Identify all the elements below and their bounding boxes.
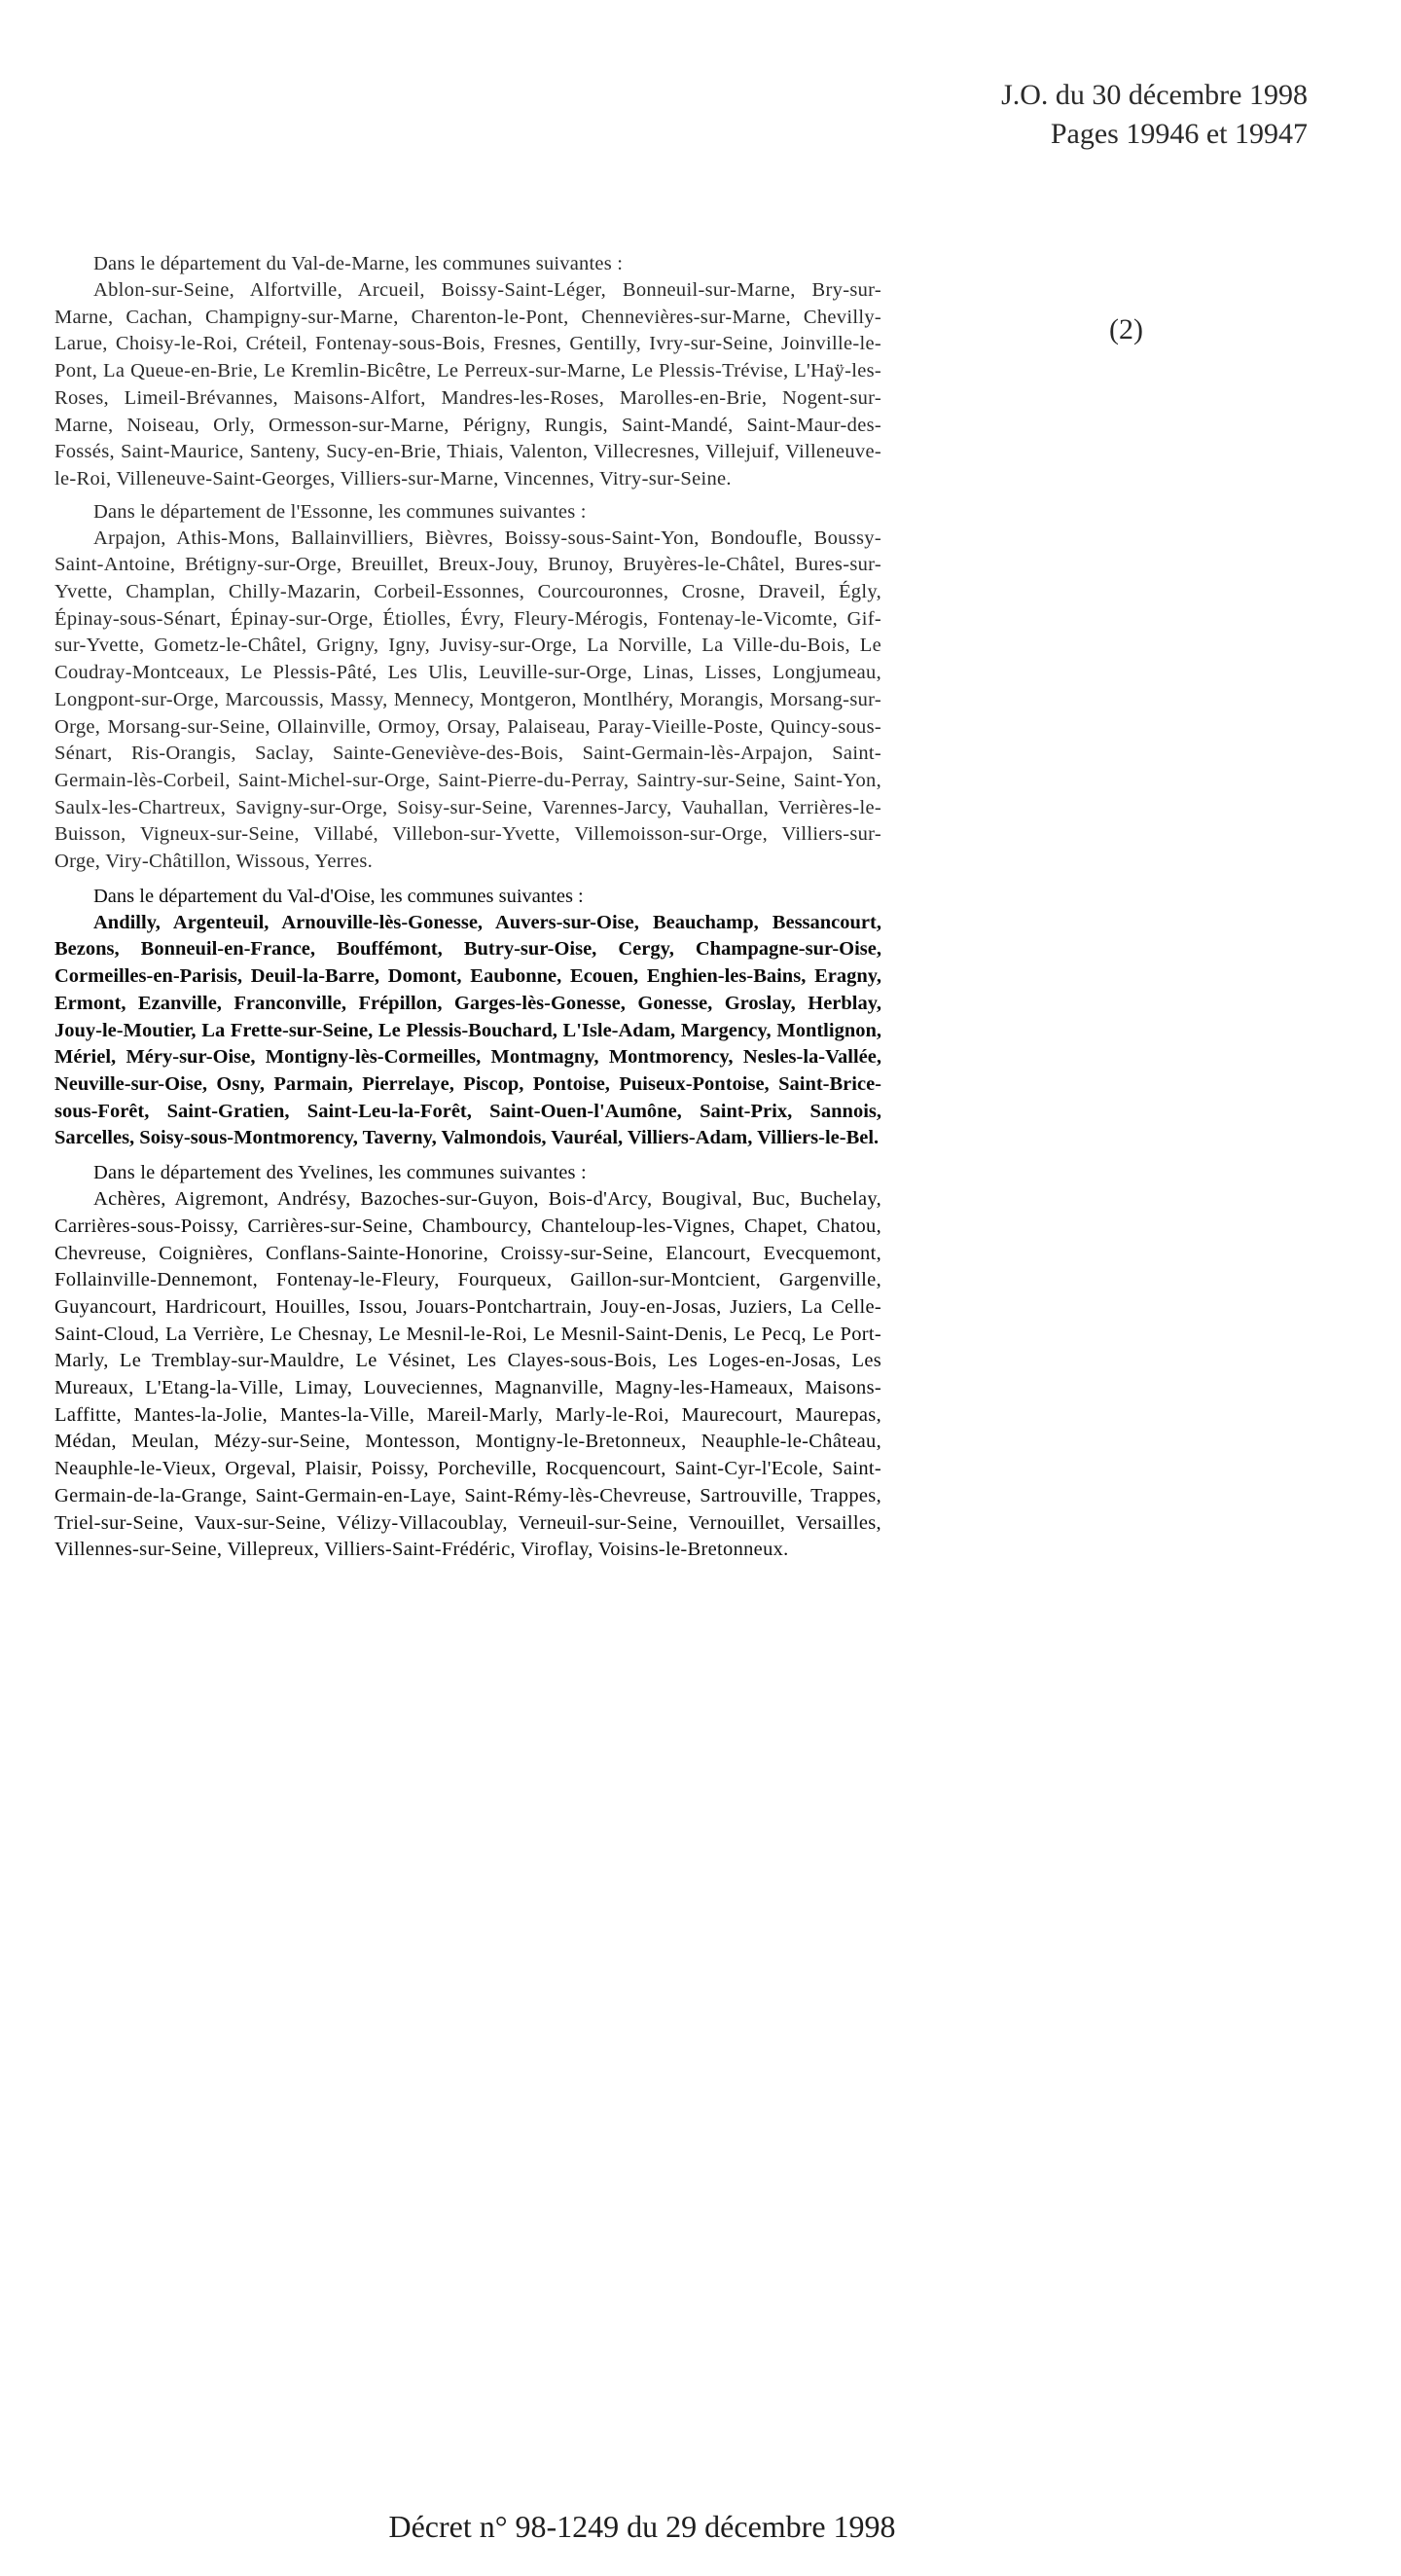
journal-pages: Pages 19946 et 19947 (1050, 118, 1308, 150)
commune-list: Andilly, Argenteuil, Arnouville-lès-Gonesse, Auvers-sur-Oise, Beauchamp, Bessancourt, Bezons, Bonneuil-en-France, Bouffémont, Butry-sur-Oise, Cergy, Champagne-sur-Oise, Cormeilles-en-Parisis, Deuil-la-Barre, Domont, Eaubonne, Ecouen, Enghien-les-Bains, Eragny, Ermont, Ezanville, Franconville, Frépillon, Garges-lès-Gonesse, Gonesse, Groslay, Herblay, Jouy-le-Moutier, La Frette-sur-Seine, Le Plessis-Bouchard, L'Isle-Adam, Margency, Montlignon, Mériel, Méry-sur-Oise, Montigny-lès-Cormeilles, Montmagny, Montmorency, Nesles-la-Vallée, Neuville-sur-Oise, Osny, Parmain, Pierrelaye, Piscop, Pontoise, Puiseux-Pontoise, Saint-Brice-sous-Forêt, Saint-Gratien, Saint-Leu-la-Forêt, Saint-Ouen-l'Aumône, Saint-Prix, Sannois, Sarcelles, Soisy-sous-Montmorency, Taverny, Valmondois, Vauréal, Villiers-Adam, Villiers-le-Bel. (54, 911, 881, 1149)
section-essonne (54, 499, 881, 876)
section-val-de-marne (54, 251, 881, 493)
section-intro: Dans le département des Yvelines, les communes suivantes : (93, 1162, 587, 1184)
commune-list: Arpajon, Athis-Mons, Ballainvilliers, Bièvres, Boissy-sous-Saint-Yon, Bondoufle, Boussy-Saint-Antoine, Brétigny-sur-Orge, Breuillet, Breux-Jouy, Brunoy, Bruyères-le-Châtel, Bures-sur-Yvette, Champlan, Chilly-Mazarin, Corbeil-Essonnes, Courcouronnes, Crosne, Draveil, Égly, Épinay-sous-Sénart, Épinay-sur-Orge, Étiolles, Évry, Fleury-Mérogis, Fontenay-le-Vicomte, Gif-sur-Yvette, Gometz-le-Châtel, Grigny, Igny, Juvisy-sur-Orge, La Norville, La Ville-du-Bois, Le Coudray-Montceaux, Le Plessis-Pâté, Les Ulis, Leuville-sur-Orge, Linas, Lisses, Longjumeau, Longpont-sur-Orge, Marcoussis, Massy, Mennecy, Montgeron, Montlhéry, Morangis, Morsang-sur-Orge, Morsang-sur-Seine, Ollainville, Ormoy, Orsay, Palaiseau, Paray-Vieille-Poste, Quincy-sous-Sénart, Ris-Orangis, Saclay, Sainte-Geneviève-des-Bois, Saint-Germain-lès-Arpajon, Saint-Germain-lès-Corbeil, Saint-Michel-sur-Orge, Saint-Pierre-du-Perray, Saintry-sur-Seine, Saint-Yon, Saulx-les-Chartreux, Savigny-sur-Orge, Soisy-sur-Seine, Varennes-Jarcy, Vauhallan, Verrières-le-Buisson, Vigneux-sur-Seine, Villabé, Villebon-sur-Yvette, Villemoisson-sur-Orge, Villiers-sur-Orge, Viry-Châtillon, Wissous, Yerres. (54, 526, 881, 873)
section-intro: Dans le département de l'Essonne, les communes suivantes : (93, 500, 587, 523)
section-val-d-oise (54, 884, 881, 1152)
commune-list: Ablon-sur-Seine, Alfortville, Arcueil, Boissy-Saint-Léger, Bonneuil-sur-Marne, Bry-sur-Marne, Cachan, Champigny-sur-Marne, Charenton-le-Pont, Chennevières-sur-Marne, Chevilly-Larue, Choisy-le-Roi, Créteil, Fontenay-sous-Bois, Fresnes, Gentilly, Ivry-sur-Seine, Joinville-le-Pont, La Queue-en-Brie, Le Kremlin-Bicêtre, Le Perreux-sur-Marne, Le Plessis-Trévise, L'Haÿ-les-Roses, Limeil-Brévannes, Maisons-Alfort, Mandres-les-Roses, Marolles-en-Brie, Nogent-sur-Marne, Noiseau, Orly, Ormesson-sur-Marne, Périgny, Rungis, Saint-Mandé, Saint-Maur-des-Fossés, Saint-Maurice, Santeny, Sucy-en-Brie, Thiais, Valenton, Villecresnes, Villejuif, Villeneuve-le-Roi, Villeneuve-Saint-Georges, Villiers-sur-Marne, Vincennes, Vitry-sur-Seine. (54, 279, 881, 490)
annex-number: (2) (1109, 313, 1143, 345)
section-intro: Dans le département du Val-de-Marne, les communes suivantes : (93, 253, 624, 274)
section-yvelines (54, 1160, 881, 1564)
section-intro: Dans le département du Val-d'Oise, les communes suivantes : (93, 885, 584, 907)
journal-date: J.O. du 30 décembre 1998 (1001, 79, 1308, 111)
journal-reference (1001, 76, 1308, 154)
document-body (54, 251, 881, 1568)
commune-list: Achères, Aigremont, Andrésy, Bazoches-sur-Guyon, Bois-d'Arcy, Bougival, Buc, Buchelay, Carrières-sous-Poissy, Carrières-sur-Seine, Chambourcy, Chanteloup-les-Vignes, Chapet, Chatou, Chevreuse, Coignières, Conflans-Sainte-Honorine, Croissy-sur-Seine, Elancourt, Evecquemont, Follainville-Dennemont, Fontenay-le-Fleury, Fourqueux, Gaillon-sur-Montcient, Gargenville, Guyancourt, Hardricourt, Houilles, Issou, Jouars-Pontchartrain, Jouy-en-Josas, Juziers, La Celle-Saint-Cloud, La Verrière, Le Chesnay, Le Mesnil-le-Roi, Le Mesnil-Saint-Denis, Le Pecq, Le Port-Marly, Le Tremblay-sur-Mauldre, Le Vésinet, Les Clayes-sous-Bois, Les Loges-en-Josas, Les Mureaux, L'Etang-la-Ville, Limay, Louveciennes, Magnanville, Magny-les-Hameaux, Maisons-Laffitte, Mantes-la-Jolie, Mantes-la-Ville, Mareil-Marly, Marly-le-Roi, Maurecourt, Maurepas, Médan, Meulan, Mézy-sur-Seine, Montesson, Montigny-le-Bretonneux, Neauphle-le-Château, Neauphle-le-Vieux, Orgeval, Plaisir, Poissy, Porcheville, Rocquencourt, Saint-Cyr-l'Ecole, Saint-Germain-de-la-Grange, Saint-Germain-en-Laye, Saint-Rémy-lès-Chevreuse, Sartrouville, Trappes, Triel-sur-Seine, Vaux-sur-Seine, Vélizy-Villacoublay, Verneuil-sur-Seine, Vernouillet, Versailles, Villennes-sur-Seine, Villepreux, Villiers-Saint-Frédéric, Viroflay, Voisins-le-Bretonneux. (54, 1188, 881, 1561)
decree-reference: Décret n° 98-1249 du 29 décembre 1998 (388, 2509, 896, 2544)
